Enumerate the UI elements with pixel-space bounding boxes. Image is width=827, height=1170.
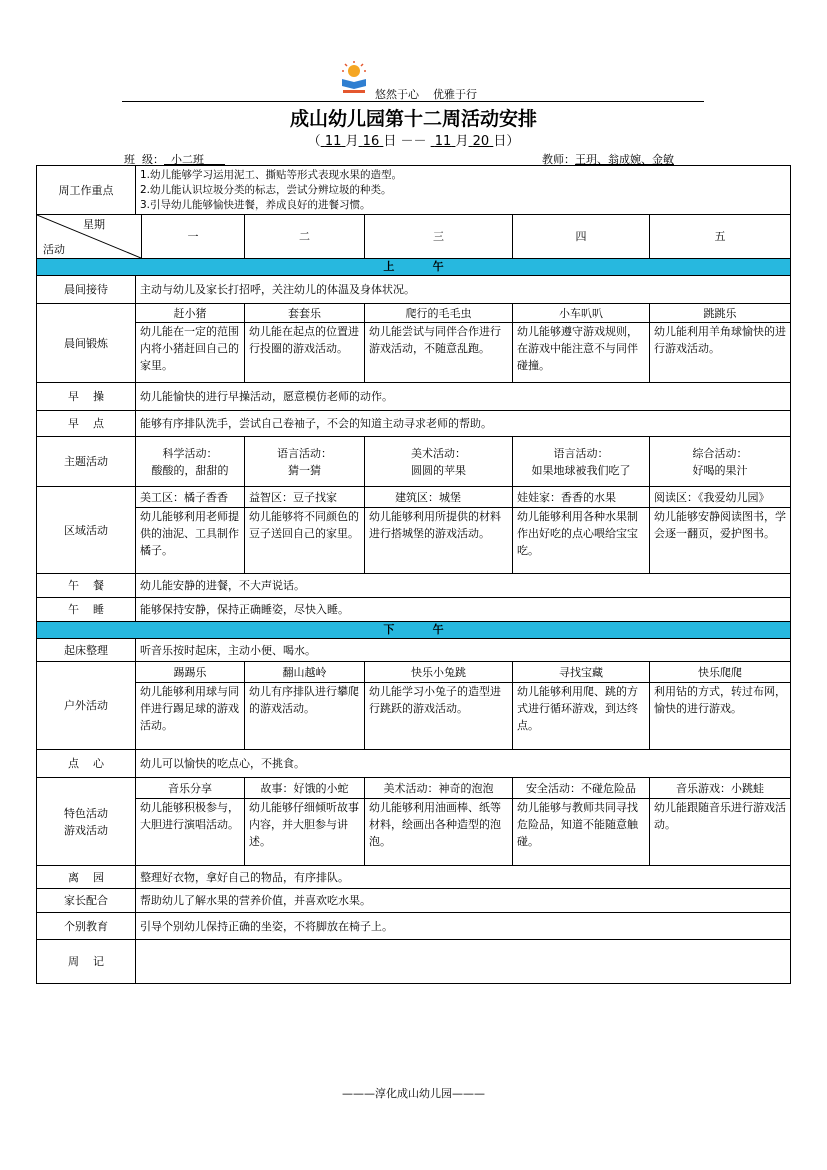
exercise-text: 幼儿能够遵守游戏规则，在游戏中能注意不与同伴碰撞。 [513, 323, 650, 383]
outdoor-title: 翻山越岭 [245, 662, 365, 683]
special-title: 音乐分享 [136, 778, 245, 799]
outdoor-text-row [37, 683, 791, 750]
area-title: 娃娃家：香香的水果 [513, 487, 650, 508]
motto: 悠然于心 优雅于行 [375, 88, 477, 101]
date-range: （ 11 月 16 日 －－ 11 月 20 日） [307, 134, 520, 149]
special-text: 幼儿能够利用油画棒、纸等材料，绘画出各种造型的泡泡。 [365, 799, 513, 866]
parents-text: 帮助幼儿了解水果的营养价值，并喜欢吃水果。 [136, 889, 791, 913]
reception-text: 主动与幼儿及家长打招呼，关注幼儿的体温及身体状况。 [136, 276, 791, 304]
morning-snack-text: 能够有序排队洗手，尝试自己卷袖子，不会的知道主动寻求老师的帮助。 [136, 411, 791, 437]
focus-content [136, 166, 791, 215]
focus-label: 周工作重点 [37, 166, 136, 215]
start-day: 16 [362, 134, 380, 149]
leave-text: 整理好衣物，拿好自己的物品，有序排队。 [136, 866, 791, 889]
wakeup-text: 听音乐按时起床，主动小便、喝水。 [136, 639, 791, 662]
outdoor-label: 户外活动 [37, 662, 136, 750]
special-title-row [37, 778, 791, 799]
exercise-title: 套套乐 [245, 304, 365, 323]
outdoor-text: 幼儿能够利用爬、跳的方式进行循环游戏，到达终点。 [513, 683, 650, 750]
afternoon-band [37, 622, 791, 639]
weekly-plan-table [36, 165, 791, 984]
exercise-title: 爬行的毛毛虫 [365, 304, 513, 323]
nap-row [37, 598, 791, 622]
day-wed: 三 [365, 215, 513, 259]
area-title: 美工区：橘子香香 [136, 487, 245, 508]
notes-text [136, 940, 791, 984]
teacher-value: 王玥、翁成婉、金敏 [575, 153, 674, 166]
header-rule [122, 101, 704, 102]
exercise-text-row [37, 323, 791, 383]
area-text: 幼儿能够利用老师提供的油泥、工具制作橘子。 [136, 508, 245, 574]
drill-row [37, 383, 791, 411]
outdoor-text: 利用钻的方式，转过布网，愉快的进行游戏。 [650, 683, 791, 750]
special-text: 幼儿能够积极参与，大胆进行演唱活动。 [136, 799, 245, 866]
outdoor-title: 寻找宝藏 [513, 662, 650, 683]
notes-row [37, 940, 791, 984]
focus-item: 2.幼儿能认识垃圾分类的标志，尝试分辨垃圾的种类。 [140, 183, 392, 196]
book-icon [342, 79, 366, 89]
outdoor-title: 踢踢乐 [136, 662, 245, 683]
activity-label: 活动 [43, 243, 65, 256]
theme-row [37, 437, 791, 487]
wakeup-row [37, 639, 791, 662]
special-label: 特色活动 游戏活动 [37, 778, 136, 866]
sun-icon [342, 61, 366, 77]
outdoor-text: 幼儿有序排队进行攀爬的游戏活动。 [245, 683, 365, 750]
teacher-info: 教师：王玥、翁成婉、金敏 [542, 153, 674, 166]
theme-cell: 语言活动： 如果地球被我们吃了 [513, 437, 650, 487]
area-title-row [37, 487, 791, 508]
outdoor-title: 快乐小兔跳 [365, 662, 513, 683]
special-text: 幼儿能跟随音乐进行游戏活动。 [650, 799, 791, 866]
special-text: 幼儿能够与教师共同寻找危险品，知道不能随意触碰。 [513, 799, 650, 866]
exercise-title: 小车叭叭 [513, 304, 650, 323]
area-text: 幼儿能够利用所提供的材料进行搭城堡的游戏活动。 [365, 508, 513, 574]
exercise-text: 幼儿能在起点的位置进行投圈的游戏活动。 [245, 323, 365, 383]
focus-item: 3.引导幼儿能够愉快进餐，养成良好的进餐习惯。 [140, 198, 371, 211]
weekday-label: 星期 [83, 218, 105, 231]
day-fri: 五 [650, 215, 791, 259]
exercise-title: 跳跳乐 [650, 304, 791, 323]
area-text: 幼儿能够将不同颜色的豆子送回自己的家里。 [245, 508, 365, 574]
nap-text: 能够保持安静，保持正确睡姿，尽快入睡。 [136, 598, 791, 622]
focus-row [37, 166, 791, 215]
reception-row [37, 276, 791, 304]
special-title: 故事：好饿的小蛇 [245, 778, 365, 799]
morning-band [37, 259, 791, 276]
lunch-text: 幼儿能安静的进餐，不大声说话。 [136, 574, 791, 598]
notes-label: 周 记 [37, 940, 136, 984]
exercise-text: 幼儿能在一定的范围内将小猪赶回自己的家里。 [136, 323, 245, 383]
special-title: 音乐游戏：小跳蛙 [650, 778, 791, 799]
special-text: 幼儿能够仔细倾听故事内容，并大胆参与讲述。 [245, 799, 365, 866]
outdoor-text: 幼儿能够利用球与同伴进行踢足球的游戏活动。 [136, 683, 245, 750]
special-title: 安全活动：不碰危险品 [513, 778, 650, 799]
parents-label: 家长配合 [37, 889, 136, 913]
special-text-row [37, 799, 791, 866]
theme-cell: 美术活动： 圆圆的苹果 [365, 437, 513, 487]
class-value: 小二班 [171, 153, 204, 166]
afternoon-snack-label: 点 心 [37, 750, 136, 778]
end-month: 11 [434, 134, 452, 149]
theme-cell: 语言活动： 猜一猜 [245, 437, 365, 487]
outdoor-text: 幼儿能学习小兔子的造型进行跳跃的游戏活动。 [365, 683, 513, 750]
theme-cell: 科学活动： 酸酸的，甜甜的 [136, 437, 245, 487]
drill-text: 幼儿能愉快的进行早操活动，愿意模仿老师的动作。 [136, 383, 791, 411]
school-logo [338, 60, 370, 94]
reception-label: 晨间接待 [37, 276, 136, 304]
outdoor-title-row [37, 662, 791, 683]
area-title: 建筑区：城堡 [365, 487, 513, 508]
parents-row [37, 889, 791, 913]
class-info: 班 级： 小二班 [124, 151, 225, 167]
morning-band-label: 上 午 [37, 259, 791, 276]
morning-snack-label: 早 点 [37, 411, 136, 437]
area-text: 幼儿能够安静阅读图书，学会逐一翻页，爱护图书。 [650, 508, 791, 574]
day-tue: 二 [245, 215, 365, 259]
area-text-row [37, 508, 791, 574]
weekday-header-row [37, 215, 791, 259]
exercise-title: 赶小猪 [136, 304, 245, 323]
exercise-text: 幼儿能尝试与同伴合作进行游戏活动，不随意乱跑。 [365, 323, 513, 383]
outdoor-title: 快乐爬爬 [650, 662, 791, 683]
nap-label: 午 睡 [37, 598, 136, 622]
lunch-label: 午 餐 [37, 574, 136, 598]
drill-label: 早 操 [37, 383, 136, 411]
theme-cell: 综合活动： 好喝的果汁 [650, 437, 791, 487]
start-month: 11 [324, 134, 342, 149]
individual-row [37, 913, 791, 940]
lunch-row [37, 574, 791, 598]
leave-row [37, 866, 791, 889]
individual-text: 引导个别幼儿保持正确的坐姿，不将脚放在椅子上。 [136, 913, 791, 940]
exercise-text: 幼儿能利用羊角球愉快的进行游戏活动。 [650, 323, 791, 383]
area-text: 幼儿能够利用各种水果制作出好吃的点心喂给宝宝吃。 [513, 508, 650, 574]
footer: ———淳化成山幼儿园——— [342, 1087, 485, 1100]
diagonal-header-cell [37, 215, 142, 259]
morning-snack-row [37, 411, 791, 437]
area-title: 阅读区：《我爱幼儿园》 [650, 487, 791, 508]
page-title: 成山幼儿园第十二周活动安排 [289, 108, 537, 130]
afternoon-snack-text: 幼儿可以愉快的吃点心，不挑食。 [136, 750, 791, 778]
theme-label: 主题活动 [37, 437, 136, 487]
end-day: 20 [472, 134, 490, 149]
focus-item: 1.幼儿能够学习运用泥工、撕贴等形式表现水果的造型。 [140, 168, 403, 181]
wakeup-label: 起床整理 [37, 639, 136, 662]
day-mon: 一 [142, 215, 245, 259]
area-title: 益智区：豆子找家 [245, 487, 365, 508]
exercise-title-row [37, 304, 791, 323]
day-thu: 四 [513, 215, 650, 259]
exercise-label: 晨间锻炼 [37, 304, 136, 383]
area-label: 区域活动 [37, 487, 136, 574]
leave-label: 离 园 [37, 866, 136, 889]
special-title: 美术活动：神奇的泡泡 [365, 778, 513, 799]
afternoon-band-label: 下 午 [37, 622, 791, 639]
afternoon-snack-row [37, 750, 791, 778]
individual-label: 个别教育 [37, 913, 136, 940]
